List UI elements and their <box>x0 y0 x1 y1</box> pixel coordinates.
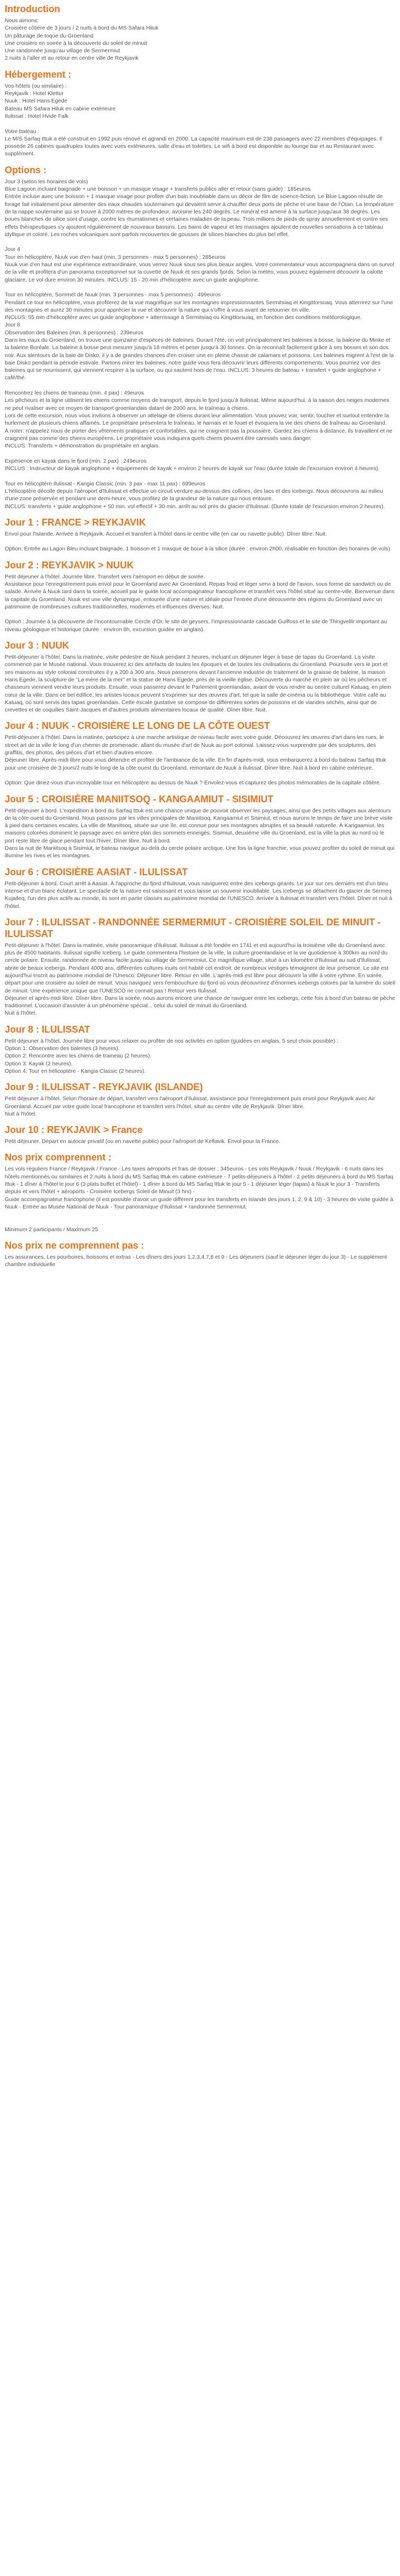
prix-pas-title: Nos prix ne comprennent pas : <box>5 1240 145 1251</box>
day-section <box>5 1081 395 1118</box>
text-line: Une randonnée jusqu'au village de Sermermiut <box>5 48 120 54</box>
text-line: Reykjavik : Hotel Klettur <box>5 90 64 97</box>
day-section <box>5 916 395 1017</box>
day-section <box>5 517 395 553</box>
day-text <box>5 653 395 714</box>
text-line: Petit déjeuner à l'hôtel. Journée libre pour vous relaxer ou profiter de nos activités en option (guidées en anglais, 5 seul choix possible) : <box>5 1037 338 1044</box>
text-line: Nuit à l'hôtel. <box>5 1010 37 1017</box>
day-text <box>5 734 395 786</box>
text-line <box>5 472 395 480</box>
text-line: Option 3: Kayak (2 heures). <box>5 1060 73 1067</box>
text-line: Petit-déjeuner à bord. Court arrêt à Aasiat. À l'approche du fjord d'Ilulissat, vous naviguerez entre des icebergs géants. Le jour sur ces derniers est d'un bleu intense et d'un blanc éclatant. Le spectacle de la nature est saisissant et vous laisse un souvenir inoubliable. Les icebergs se détachent du glacier de Sermeq Kujalleq, l'un des plus actifs au monde, ils sont en partie classés au patrimoine mondial de l'UNESCO. Arrivée à Ilulissat et transfert vers l'hôtel. Dîner et nuit à l'hôtel. <box>5 880 393 910</box>
text-line: Expérience en kayak dans le fjord (min. 2 pax) : 249euros <box>5 457 147 464</box>
text-line: Petit-déjeuner à l'hôtel. Dans la matinée, visite pédestre de Nuuk pendant 3 heures, incluant un déjeuner léger à base de tapas du Groenland. La visite commence par le Musée national. Vous trouverez ici des artefacts de toutes les époques et de toutes les civilisations du Groenland. Poursuite vers le port et ses maisons au style colonial construites il y a 200 à 300 ans. Nous passerons devant l'ancienne industrie de traitement de la graisse de baleine, la maison Hans Egede, la sculpture de "La mère de la mer" et la statue de Hans Egede, près de la vieille église. Découverte du marché en plein air où les pêcheurs et chasseurs viennent vendre leurs produits. Ensuite, vous passerez devant le Parlement groenlandais, avant de vous rendre au centre culturel Katuaq, en plein cœur de la ville. Dans ce bel édifice, les artistes locaux peuvent s'exprimer sur des œuvres d'art, tel que la salle de cinéma ou la bibliothèque. Votre café au Katuaq, où sont servis des tapas groenlandais. Cette escale gustative se compose de différentes sortes de poissons et de viandes séchés, ainsi que de crevettes et de coquilles Saint-Jacques et d'autres produits alimentaires locaux de qualité. Dîner libre. Nuit. <box>5 654 391 714</box>
itinerary-document <box>0 3 400 1286</box>
day-by-day-program <box>5 517 395 1146</box>
text-line: Vos hôtels (ou similaire) : <box>5 82 67 89</box>
text-line: Petit-déjeuner à bord. L'expédition à bord du Sarfaq Ittuk est une chance unique de pouvoir observer les paysages, ainsi que des petits villages aux alentours de la côte ouest du Groenland. Nous passons par les villes principales de Maniitsoq, Kangaamiut et Sisimiut, et nous aurons le temps de faire une brève visite à pied dans certaines escales. La ville de Maniitsoq, située sur une île, est connue pour ses montagnes abruptes et sa beauté naturelle. À Kangaamiut, les maisons colorées dominent le paysage avec en arrière plan des sommets enneigés. Sisimiut, deuxième ville du Groenland, est la ville la plus au nord où le port reste libre de glace pendant tout l'hiver. Dîner libre. Nuit à bord. <box>5 807 393 844</box>
text-line: Rencontrez les chiens de traineau (min. 4 pax) : 49euros <box>5 390 144 397</box>
text-line: Tour en hélicoptère, Nuuk vue d'en haut (min. 3 personnes - max 5 personnes) : 285euros <box>5 254 226 260</box>
text-line: Tour en hélicoptère, Sommet de Nuuk (min. 3 personnes - max 5 personnes) : 499euros <box>5 292 221 298</box>
text-line <box>5 284 395 291</box>
text-line: INCLUS: Transferts + démonstration du propriétaire en anglais. <box>5 443 160 449</box>
text-line <box>5 1211 395 1218</box>
text-line: Envol pour l'Islande. Arrivée à Reykjavik. Accueil et transfert à l'hôtel dans le centre ville (en car ou navette public). Dîner libre. Nuit. <box>5 530 327 537</box>
text-line: Pendant ce tour en hélicoptère, vous profiterez de la vue magnifique sur les montagnes impressionnantes Sermitsiaq et Kingittorsuaq. Vous atterrirez sur l'une des montagnes et aurez 30 minutes pour apprécier la vue et découvrir la nature qui s'offre à vous avant de retourner en ville. <box>5 299 393 313</box>
hebergement-text <box>5 82 395 158</box>
text-line <box>5 382 395 389</box>
day-section <box>5 640 395 714</box>
text-line: Nous aimons: <box>5 17 39 24</box>
text-line <box>5 538 395 545</box>
text-line: Déjeuner et après-midi libre. Dîner libre. Dans la soirée, nous aurons encore une chance de naviguer entre les icebergs, cette fois à bord d'un bateau de pêche traditionnel. L'occasion d'assister à un phénomène spécial... celui du soleil de minuit du Groenland. <box>5 995 395 1009</box>
day-title: Jour 9 : ILULISSAT - REYKJAVIK (ISLANDE) <box>5 1082 203 1093</box>
day-section <box>5 720 395 786</box>
text-line: Ilulissat : Hotel Hvide Falk <box>5 113 69 119</box>
text-line <box>5 611 395 618</box>
text-line: Dans la nuit de Maniitsoq à Sisimiut, le bateau navigue au-delà du cercle polaire arctique. Une fois la ligne franchie, vous pouvez profiter du soleil de minuit qui illumine les rives et les montagnes. <box>5 845 395 859</box>
text-line: Le M/S Sarfaq Ittuk a été construit en 1992 puis rénové et agrandi en 2000. La capacité maximum est de 238 passagers avec 22 membres d'équipages. Il possède 26 cabines quadruples toutes avec vues extérieures, salle d'eau et toilettes. Le wifi à bord est disponible au lounge bar et au Restaurant avec supplément. <box>5 135 383 157</box>
intro-title: Introduction <box>5 4 60 14</box>
text-line <box>5 772 395 779</box>
day-text <box>5 573 395 633</box>
text-line: Option: Que diriez-vous d'un incroyable tour en hélicoptère au dessus de Nuuk ? Envolez-vous et capturez des photos mémorables de la capitale côtière. <box>5 780 381 786</box>
text-line: Dans les eaux du Groenland, on trouve une quinzaine d'espèces de baleines. Durant l'été, on voit principalement les baleines à bosse, la baleine du Minke et la baleine Boréale. La baleine à bosse peut mesurer jusqu'à 18 mètres et peser jusqu'à 30 tonnes. On la reconnaît facilement grâce à ses bosses et son dos noir. Aux alentours de la baie de Disko, il y a de grandes chances d'en croiser une en pleine chasse de calamars et poissons. Les baleines migrent à l'est de la baie Disko pendant la période estivale. Partons mirer les baleines, notre guide vous fera découvrir leurs différents comportements. Vous pourriez voir des baleines qui se nourrissent, qui viennent respirer à la surface, ou qui sautent hors de l'eau. INCLUS: 3 heures de bateau + transfert + guide anglophone + café/thé. <box>5 336 394 381</box>
prix-pas-text <box>5 1253 395 1269</box>
prix-comprend-title: Nos prix comprennent : <box>5 1152 112 1163</box>
text-line: INCLUS: 55 min d'hélicoptère avec un guide anglophone + atterrissage à Sermitsiaq ou Kingittorsuaq, en fonction des conditions météorologique. <box>5 314 362 321</box>
text-line: Nuit à l'hôtel. <box>5 1110 37 1117</box>
day-text <box>5 1138 395 1145</box>
text-line: Option 4: Tour en hélicoptère - Kangia Classic (2 heures). <box>5 1067 146 1074</box>
day-title: Jour 4 : NUUK - CROISIÈRE LE LONG DE LA CÔTE OUEST <box>5 720 270 732</box>
text-line: Blue Lagoon incluant baignade + une boisson + un masque visage + transferts publics aller et retour (sans guide) : 185euros <box>5 186 311 193</box>
options-section <box>5 164 395 510</box>
text-line: Petit déjeuner à l'hôtel. Selon l'horaire de départ, transfert vers l'aéroport d'Ilulissat, assistance pour l'enregistrement puis envol pour Reykjavik avec Air Groenland. Accueil par votre guide local francophone et transfert vers l'hôtel, situé au centre ville de Reykjavik. Dîner libre. <box>5 1095 375 1110</box>
text-line: Tour en hélicoptère Ilulissat - Kangia Classic (min. 3 pax - max 11 pax) : 699euros <box>5 480 205 487</box>
text-line: Les assurances, Les pourboires, boissons et extras - Les dîners des jours 1,2,3,4,7,8 et 9 - Les déjeuners (sauf le déjeuner léger du jour 3) - Le supplément chambre individuelle <box>5 1254 387 1268</box>
text-line: Jour 8 <box>5 322 21 329</box>
day-text <box>5 1095 395 1118</box>
day-section <box>5 793 395 860</box>
text-line: Guide accompagnateur francophone (il est possible d'avoir un guide différent pour les transferts en Islande des jours 1, 2, 9 & 10) - 3 heures de visite guidée à Nuuk - Entrée au Musée National de Nuuk - Tour panoramique d'Ilulissat + randonnée Sermermiut. <box>5 1196 394 1210</box>
day-section <box>5 866 395 910</box>
text-line: Petit-déjeuner à l'hôtel. Dans la matinée, visite panoramique d'Ilulissat. Ilulissat a été fondée en 1741 et est aujourd'hui la troisième ville du Groenland avec plus de 4500 habitants. Ilulissat signifie Iceberg. Le guide commentera l'histoire de la ville, la culture groenlandaise et la vie quotidienne à 300km au nord du cercle polaire. Ensuite, randonnée de niveau facile jusqu'au village de Sermermiut. Ce magnifique village, situé à un kilomètre d'Ilulissat au sud d'Ilulissat, abrite de beaux icebergs. Pendant 4000 ans, différentes cultures inuits ont habité cet endroit, de nombreux vestiges témoignent de leur présence. Le site est aujourd'hui inscrit au patrimoine mondial de l'Unesco. Déjeuner libre. Retour en ville. L'après-midi est libre pour découvrir la ville à votre rythme. En soirée, départ pour une croisière au soleil de minuit. Vous naviguez vers l'embouchure du fjord où vous découvrirez d'énormes icebergs colorés par la lumière du soleil de minuit. Une expérience unique que l'UNESCO ne connait pas ! Retour vers Ilulissat. <box>5 942 395 994</box>
day-title: Jour 2 : REYKJAVIK > NUUK <box>5 559 134 570</box>
text-line: Option 1: Observation des baleines (3 heures). <box>5 1045 120 1052</box>
day-section <box>5 1024 395 1075</box>
day-text <box>5 807 395 860</box>
text-line: Option: Entrée au Lagon Bleu incluant baignade, 1 boisson et 1 masque de boue à la silice (durée : environ 2h00, réalisable en fonction des horaires de vols). <box>5 546 392 552</box>
text-line: L'hélicoptère décolle depuis l'aéroport d'Ilulissat et effectue un circuit verdure au-dessus des collines, des lacs et des icebergs. Nous découvrons au milieu d'une zone préservée et pendant une demi-heure, vous profitez de la grandeur de la nature qui nous entoure. <box>5 488 383 502</box>
text-line: À noter: n'appelez nous de porter des vêtements pratiques et confortables, qui ne craignent pas la poussière. Gardez les chiens à distance, ils travaillent et ne craignent pas comme des chiens européens. Le propriétaire vous indiquera quels chiens peuvent être caressés sans danger. <box>5 427 393 442</box>
prix-pas-section <box>5 1240 395 1269</box>
text-line <box>5 120 395 127</box>
day-title: Jour 8 : ILULISSAT <box>5 1024 90 1035</box>
day-title: Jour 7 : ILULISSAT - RANDONNÉE SERMERMIUT - CROISIÈRE SOLEIL DE MINUIT - ILULISSAT <box>5 916 381 939</box>
text-line: Observation des Baleines (min. 8 personnes) : 239euros <box>5 329 144 336</box>
day-text <box>5 530 395 553</box>
day-text <box>5 1037 395 1075</box>
text-line: Un pâturage de toque du Groenland <box>5 32 94 39</box>
text-line: Bateau MS Safara Hiluk en cabine extérieure <box>5 105 116 112</box>
text-line: INCLUS: transferts + guide anglophone + 50 min. vol effectif + 30 min. arrêt au sol près du glacier d'Ilulissat. (Durée totale de l'excursion environ 2 heures). <box>5 503 385 510</box>
day-text <box>5 880 395 910</box>
text-line: Une croisière en soirée à la découverte du soleil de minuit <box>5 40 147 46</box>
text-line: Petit-déjeuner à l'hôtel. Dans la matinée, participez à une marche artistique de niveau facile avec votre guide. Découvrez les œuvres d'art dans les rues, le street art de la ville le long d'un chemin de promenade, allant du musée d'art de Nuuk au port colonial. Laissez-vous surprendre par des sculptures, des graffitis, des photos, des pièces d'art et bien d'autres encore. <box>5 734 384 756</box>
text-line <box>5 238 395 246</box>
text-line: Votre bateau : <box>5 128 40 135</box>
text-line: Option : Journée à la découverte de l'incontournable Cercle d'Or, le site de geysers, l'impressionnante cascade Gullfoss et le site de Thingvellir important au niveau géologique et historique (durée : environ 8h, excursion guidée en anglais). <box>5 619 387 633</box>
intro-section <box>5 3 395 62</box>
text-line: Les vols réguliers France / Reykjavik / France - Les taxes aéroports et frais de dossier : 345euros - Les vols Reykjavik / Nuuk / Reykjavik - 6 nuits dans les hôtels mentionnés ou similaires et 2 nuits à bord du MS Sarfaq Ittuk en cabine extérieure - 7 petits-déjeuners à l'hôtel - 2 petits déjeuners à bord du MS Sarfaq Ittuk - 1 dîner à l'hôtel le jour 6 (3 plats buffet et l'hôtel) - 1 dîner à bord du MS Sarfaq Ittuk le jour 5 - 1 déjeuner léger (tapas) à Nuuk le jour 3 - Transferts depuis et vers l'hôtel + aéroports - Croisière Icebergs Soleil de Minuit (3 hrs) - <box>5 1166 394 1195</box>
day-title: Jour 5 : CROISIÈRE MANIITSOQ - KANGAAMIUT - SISIMIUT <box>5 793 274 804</box>
text-line <box>5 1219 395 1226</box>
text-line: Nuuk : Hotel Hans Egede <box>5 98 68 105</box>
day-title: Jour 6 : CROISIÈRE AASIAT - ILULISSAT <box>5 866 188 877</box>
day-title: Jour 10 : REYKJAVIK > France <box>5 1125 143 1136</box>
text-line: Les pêcheurs et la ligne utilisent les chiens comme moyens de transport, depuis le fjord jusqu'à Ilulissat. Même aujourd'hui, à la saison des neiges modernes ne peut rivaliser avec ce moyen de transport groenlandais datant de 2000 ans, le traîneau à chiens. <box>5 397 389 411</box>
text-line: Jour 3 (selon les horaires de vols) <box>5 178 88 185</box>
day-section <box>5 1124 395 1145</box>
text-line: Jour 4 <box>5 246 21 253</box>
hebergement-title: Hébergement : <box>5 69 72 80</box>
day-title: Jour 1 : FRANCE > REYKJAVIK <box>5 517 146 528</box>
prix-comprend-text <box>5 1165 395 1233</box>
day-title: Jour 3 : NUUK <box>5 640 70 651</box>
prix-comprend-section <box>5 1151 395 1233</box>
text-line: Nuuk vue d'en haut est une expérience extraordinaire, vous verrez Nuuk sous ses plus beaux angles. Votre commentateur vous accompagnera dans un survol de la ville et profitera d'un panorama exceptionnel sur la cuvette de Nuuk et ses grands fjords. Selon la météo, vous pouvez également découvrir la calotte glaciaire. Le vol dure environ 30 minutes. INCLUS: 15 - 20 min d'hélicoptère avec un guide anglophone. <box>5 261 394 283</box>
intro-text <box>5 17 395 62</box>
text-line <box>5 449 395 457</box>
day-section <box>5 559 395 633</box>
text-line: Option 2: Rencontre avec les chiens de traineau (2 heures). <box>5 1053 151 1060</box>
text-line: Petit déjeuner à l'hôtel. Journée libre. Transfert vers l'aéroport en début de soirée. <box>5 573 205 580</box>
options-text <box>5 178 395 510</box>
text-line: Entrée incluse avec une boisson + 1 masque visage pour profiter d'un bain inoubliable dans un décor de film de science-fiction. Le Blue Lagoon résulte de forage fait initialement pour alimenter des eaux chaudes souterraines qui devaient servir à chauffer deux ports de pêche et une base de l'Otan. La température de la nappe souterraine qui se trouve à 2000 mètres de profondeur, avoisine les 240 degrés. Le minéral est amené à la surface jusqu'aux 38 degrés. Les boues blanches de silice sont d'usage, contre les rhumatismes et certaines maladies de la peau. Trois millions de pieds de spray annuellement et contre ses effets thérapeutiques s'y ajoutent régulièrement de nouveaux bassins. Les bains de vapeur et les massages ajoutent de nouvelles sensations à ce tableau idyllique et coloré. Les roches volcaniques sont parfois recouvertes de gousses de silices blanches du plus bel effet. <box>5 193 394 238</box>
text-line: 2 nuits à l'aller et au retour en centre ville de Reykjavik <box>5 55 139 62</box>
text-line: Lors de cette excursion, nous vous invitons à observer un attelage de chiens durant leur alimentation. Vous pouvez voir, sentir, toucher et surtout entendre la hurlement de plusieurs chiens affamés. Le propriétaire présentera le traîneau, le harnais et le fouet et évoquera la vie des chiens de traîneau au Groenland. <box>5 412 389 427</box>
text-line: Déjeuner libre. Après-midi libre pour vous détendre et profiter de l'ambiance de la ville. En fin d'après-midi, vous embarquerez à bord du bateau Sarfaq Ittuk pour une croisière de 3 jours/2 nuits le long de la côte ouest du Groenland, remontant de Nuuk à Ilulissat. Dîner libre. Nuit à bord en cabine extérieure. <box>5 757 386 771</box>
day-text <box>5 942 395 1017</box>
text-line: INCLUS : Instructeur de kayak anglophone + équipements de kayak + environ 2 heures de kayak sur l'eau (durée totale de l'excursion environ 4 heures). <box>5 465 380 472</box>
text-line: Croisière côtière de 3 jours / 2 nuits à bord du MS Safara Hiluk <box>5 25 159 32</box>
text-line: Assistance pour l'enregistrement puis envol pour le Groenland avec Air Groenland. Repas froid et léger servi à bord de l'avion, sous forme de sandwich ou de salade. Arrivée à Nuuk tard dans la soirée, accueil par le guide local accompagnateur francophone et transfert vers l'hôtel situé au centre-ville. Bienvenue dans la capitale du Groenland. Nuuk est une ville dynamique, entourée d'une nature et idéale pour l'entrée d'une découverte des régions du Groenland avec un patrimoine de nombreuses cultures traditionnelles, modernes et influences diverses. Nuit. <box>5 581 395 610</box>
text-line: Minimum 2 participants / Maximum 25 <box>5 1226 98 1233</box>
text-line: Petit déjeuner. Départ en autocar privatif (ou en navette public) pour l'aéroport de Keflavik. Envol pour la France. <box>5 1138 281 1145</box>
options-title: Options : <box>5 164 46 175</box>
hebergement-section <box>5 69 395 158</box>
